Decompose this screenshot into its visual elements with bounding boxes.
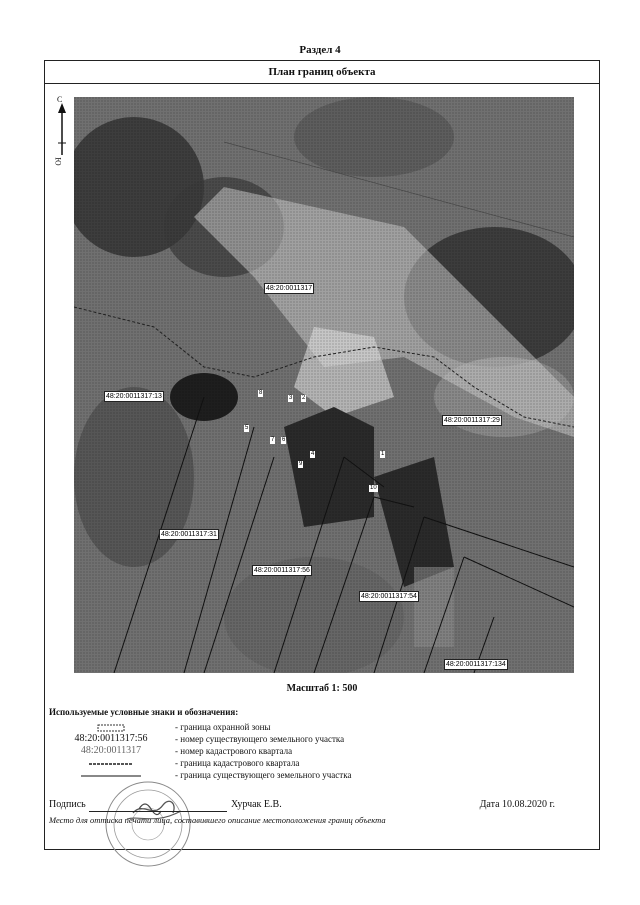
point-number: 8 <box>259 390 263 396</box>
compass-north-label: С <box>57 95 63 104</box>
north-arrow <box>54 95 70 175</box>
point-number: 2 <box>302 395 306 401</box>
signature-date: Дата 10.08.2020 г. <box>479 799 555 810</box>
map-scale: Масштаб 1: 500 <box>286 683 358 694</box>
parcel-label-13: 48:20:0011317:13 <box>106 393 162 400</box>
point-number: 6 <box>282 437 286 443</box>
point-number: 7 <box>271 437 275 443</box>
map-image <box>74 97 574 673</box>
parcel-label-54: 48:20:0011317:54 <box>361 593 417 600</box>
parcel-label-134: 48:20:0011317:134 <box>446 661 506 668</box>
signature-label: Подпись <box>49 799 86 810</box>
legend-text: - граница существующего земельного участка <box>175 770 352 780</box>
legend-symbol-quarter-number: 48:20:0011317 <box>80 745 142 756</box>
protection-zone-symbol <box>49 721 173 733</box>
legend-title: Используемые условные знаки и обозначения: <box>49 707 239 717</box>
quarter-label-0011317: 48:20:0011317 <box>266 285 313 292</box>
legend-text: - граница охранной зоны <box>175 722 271 732</box>
point-number: 9 <box>299 461 303 467</box>
legend-text: - граница кадастрового квартала <box>175 758 300 768</box>
section-label: Раздел 4 <box>299 44 341 56</box>
point-number: 3 <box>289 395 293 401</box>
seal-place-note: Место для оттиска печати лица, составившего описание местоположения границ объекта <box>49 815 386 825</box>
point-number: 10 <box>370 485 377 491</box>
parcel-boundary-symbol <box>49 769 173 781</box>
plan-frame <box>44 60 600 850</box>
quarter-boundary-symbol <box>49 757 173 769</box>
signatory-name: Хурчак Е.В. <box>231 799 282 810</box>
plan-title: План границ объекта <box>45 61 599 84</box>
parcel-label-31: 48:20:0011317:31 <box>161 531 217 538</box>
parcel-label-56: 48:20:0011317:56 <box>254 567 310 574</box>
legend-symbol-parcel-number: 48:20:0011317:56 <box>74 733 148 744</box>
parcel-label-29: 48:20:0011317:29 <box>444 417 500 424</box>
legend-text: - номер кадастрового квартала <box>175 746 293 756</box>
point-number: 5 <box>245 425 249 431</box>
satellite-map <box>74 97 574 673</box>
point-number: 1 <box>381 451 385 457</box>
compass-south-label: Ю <box>53 157 63 166</box>
legend-text: - номер существующего земельного участка <box>175 734 345 744</box>
point-number: 4 <box>311 451 315 457</box>
signature-line <box>89 811 227 812</box>
